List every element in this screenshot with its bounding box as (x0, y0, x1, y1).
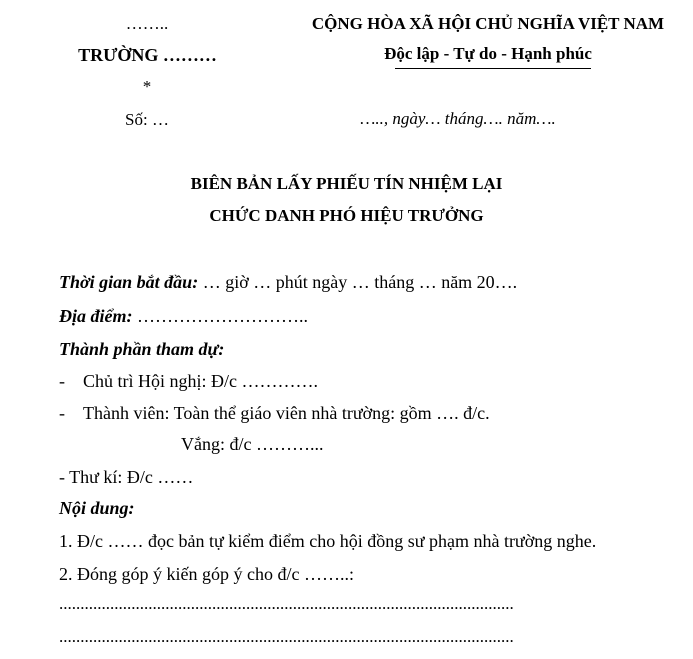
content-item-2: 2. Đóng góp ý kiến góp ý cho đ/c ……..: (59, 564, 354, 584)
nation-title: CỘNG HÒA XÃ HỘI CHỦ NGHĨA VIỆT NAM (311, 14, 665, 33)
participants-label: Thành phần tham dự: (59, 339, 225, 359)
content-item-1: 1. Đ/c …… đọc bản tự kiểm điểm cho hội đồng sư phạm nhà trường nghe. (59, 531, 597, 551)
chair-text: Chủ trì Hội nghị: Đ/c …………. (83, 371, 318, 391)
start-time-label: Thời gian bắt đầu: (59, 272, 199, 292)
place-label: Địa điểm: (59, 306, 133, 326)
absent-text: Vắng: đ/c ………... (181, 434, 324, 454)
place-line (59, 306, 308, 327)
national-motto: Độc lập - Tự do - Hạnh phúc (384, 44, 592, 63)
fill-in-dots-line-2: ........................................................................................................... (59, 627, 514, 646)
fill-in-dots-line-1: ........................................................................................................... (59, 594, 514, 613)
date-line: ….., ngày… tháng…. năm…. (360, 109, 556, 128)
school-name: TRƯỜNG ……… (78, 45, 217, 65)
content-label: Nội dung: (59, 498, 135, 518)
document-title-line1: BIÊN BẢN LẤY PHIẾU TÍN NHIỆM LẠI (190, 174, 503, 193)
start-time-value: … giờ … phút ngày … tháng … năm 20…. (198, 272, 518, 292)
secretary-text: - Thư kí: Đ/c …… (59, 467, 194, 487)
motto-underline (395, 68, 591, 69)
members-text: Thành viên: Toàn thể giáo viên nhà trường: gồm …. đ/c. (83, 403, 490, 423)
members-bullet: - (59, 403, 65, 423)
document-number: Số: … (125, 110, 169, 129)
org-placeholder: …….. (125, 14, 169, 33)
start-time-line (59, 272, 517, 293)
chair-bullet: - (59, 371, 65, 391)
document-title-line2: CHỨC DANH PHÓ HIỆU TRƯỞNG (209, 206, 484, 225)
place-value: ……………………….. (132, 306, 308, 326)
header-star: * (142, 77, 152, 96)
